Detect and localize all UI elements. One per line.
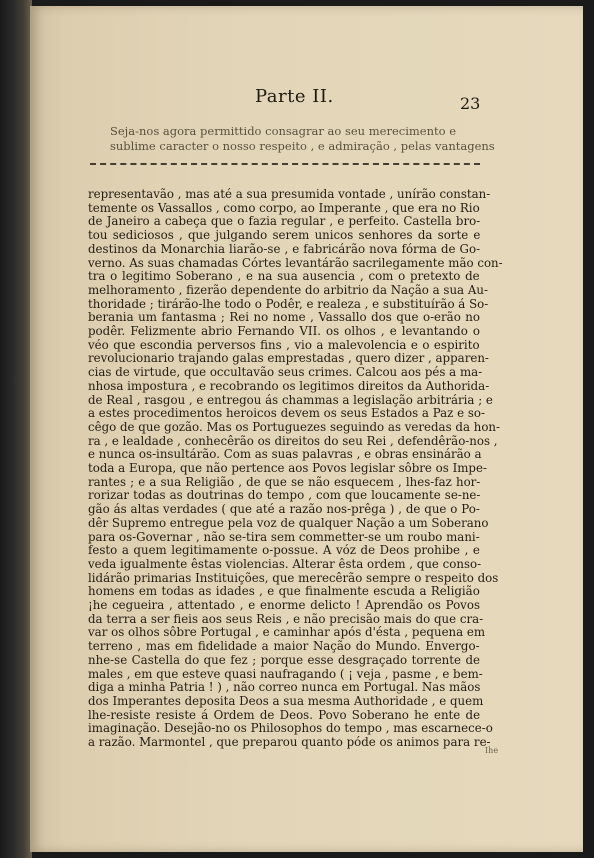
text-line: tra o legitimo Soberano , e na sua ausencia , com o pretexto de (88, 269, 480, 284)
text-line: ra , e lealdade , conhecêrão os direitos do seu Rei , defendêrão-nos , (88, 433, 498, 448)
text-line: festo a quem legitimamente o-possue. A vóz de Deos prohibe , e (88, 543, 480, 558)
text-line: dos Imperantes deposita Deos a sua mesma Authoridade , e quem (88, 693, 484, 708)
text-line: rorizar todas as doutrinas do tempo , com que loucamente se-ne- (88, 488, 481, 503)
margin-note: Ihe (485, 746, 499, 755)
text-line: temente os Vassallos , como corpo, ao Imperante , que era no Rio (88, 200, 480, 215)
text-line: podêr. Felizmente abrio Fernando VII. os olhos , e levantando o (88, 324, 480, 338)
page-number: 23 (460, 94, 481, 113)
page-header-title: Parte II. (255, 86, 334, 107)
text-line: de Janeiro a cabeça que o fazia regular , e perfeito. Castella bro- (88, 214, 481, 229)
text-line: var os olhos sôbre Portugal , e caminhar após d'ésta , pequena em (88, 625, 486, 640)
text-line: e nunca os-insultárão. Com as suas palavras , e obras ensinárão a (88, 447, 482, 462)
text-line: lidárão primarias Instituições, que merecêrão sempre o respeito dos (88, 570, 499, 585)
text-line: rantes ; e a sua Religião , de que se não esquecem , lhes-faz hor- (88, 474, 481, 489)
text-line: lhe-resiste resiste á Ordem de Deos. Povo Soberano he ente de (88, 707, 481, 722)
text-line: cêgo de que gozão. Mas os Portuguezes seguindo as veredas da hon- (88, 419, 501, 434)
text-line: thoridade ; tirárão-lhe todo o Podêr, e realeza , e substituírão á So- (88, 296, 489, 311)
text-line: dêr Supremo entregue pela voz de qualquer Nação a um Soberano (88, 515, 489, 530)
text-line: ¡he cegueira , attentado , e enorme delicto ! Aprendão os Povos (88, 598, 481, 612)
text-line: cias de virtude, que occultavão seus crimes. Calcou aos pés a ma- (88, 365, 483, 380)
text-line: nhe-se Castella do que fez ; porque esse desgraçado torrente de (88, 652, 480, 667)
previous-section-line: Seja-nos agora permittido consagrar ao seu merecimento e (110, 124, 456, 138)
text-line: revolucionario trajando galas emprestadas , quero dizer , apparen- (88, 351, 489, 366)
text-line: imaginação. Desejão-no os Philosophos do tempo , mas escarnece-o (88, 721, 493, 736)
text-line: véo que escondia perversos fins , vio a malevolencia e o espirito (88, 337, 480, 352)
text-line: de Real , rasgou , e entregou ás chammas a legislação arbitrária ; e (88, 392, 493, 407)
previous-section-line: sublime caracter o nosso respeito , e admiração , pelas vantagens (110, 139, 495, 153)
text-line: para os-Governar , não se-tira sem commetter-se um roubo mani- (88, 529, 480, 544)
book-binding-shadow (0, 0, 32, 858)
text-line: gão ás altas verdades ( que até a razão nos-prêga ) , de que o Po- (88, 502, 480, 517)
text-line: diga a minha Patria ! ) , não correo nunca em Portugal. Nas mãos (88, 680, 481, 695)
section-divider (90, 163, 480, 165)
text-line: berania um fantasma ; Rei no nome , Vassallo dos que o-erão no (88, 310, 481, 325)
text-line: representavão , mas até a sua presumida vontade , unírão constan- (88, 187, 491, 201)
text-line: destinos da Monarchia liarão-se , e fabricárão nova fórma de Go- (88, 241, 481, 256)
text-line: a estes procedimentos heroicos devem os seus Estados a Paz e so- (88, 406, 485, 421)
text-line: veda igualmente êstas violencias. Alterar êsta ordem , que conso- (88, 556, 482, 571)
text-line: males , em que esteve quasi naufragando ( ¡ veja , pasme , e bem- (88, 666, 483, 681)
text-line: melhoramento , fizerão dependente do arbitrio da Nação a sua Au- (88, 282, 488, 297)
text-line: verno. As suas chamadas Córtes levantárão sacrilegamente mão con- (88, 255, 503, 270)
text-line: homens em todas as idades , e que finalmente escuda a Religião (88, 584, 480, 599)
text-line: da terra a ser fieis aos seus Reis , e não precisão mais do que cra- (88, 611, 484, 626)
text-line: a razão. Marmontel , que preparou quanto póde os animos para re- (88, 735, 491, 749)
text-line: toda a Europa, que não pertence aos Povos legislar sôbre os Impe- (88, 461, 487, 475)
text-line: terreno , mas em fidelidade a maior Nação do Mundo. Envergo- (88, 639, 480, 654)
text-line: nhosa impostura , e recobrando os legitimos direitos da Authorida- (88, 378, 490, 393)
book-page (30, 6, 583, 852)
text-line: tou sediciosos , que julgando serem unicos senhores da sorte e (88, 228, 481, 243)
